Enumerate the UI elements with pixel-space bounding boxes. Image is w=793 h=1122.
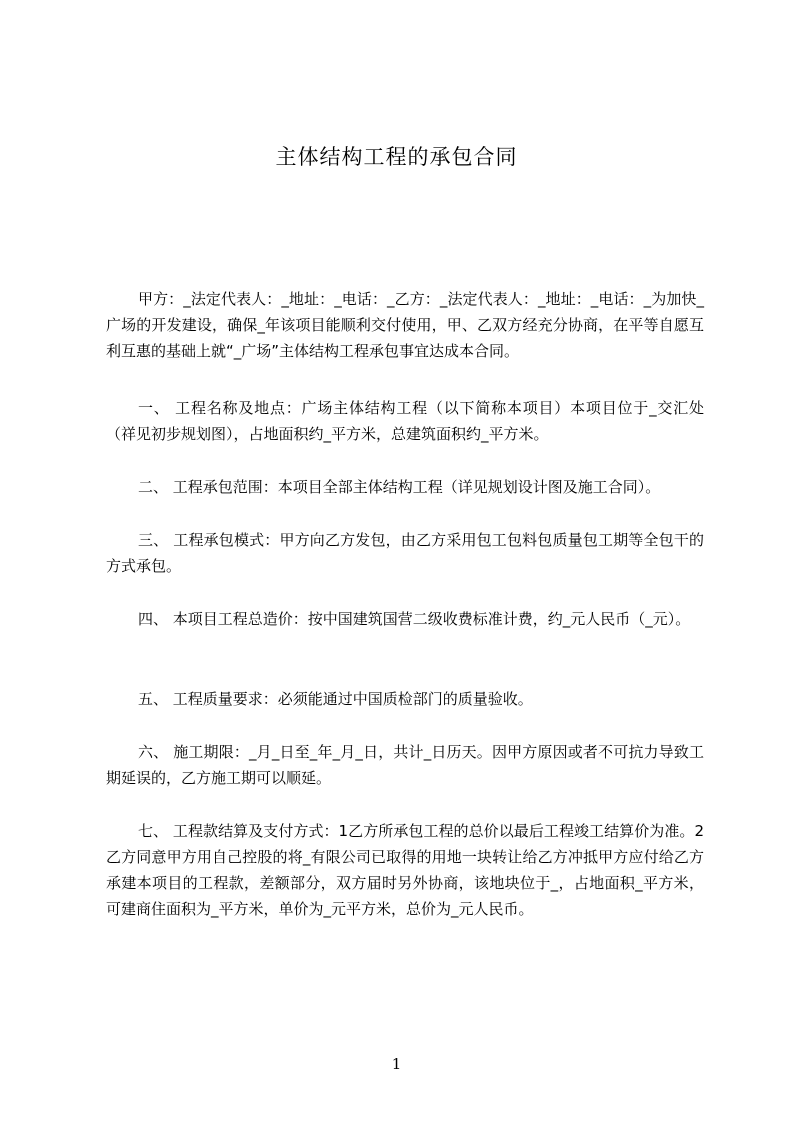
page-number: 1 bbox=[391, 1055, 402, 1073]
document-title: 主体结构工程的承包合同 bbox=[275, 145, 518, 169]
paragraph-quality: 五、 工程质量要求：必须能通过中国质检部门的质量验收。 bbox=[138, 690, 533, 708]
paragraph-payment: 七、 工程款结算及支付方式：1乙方所承包工程的总价以最后工程竣工结算价为准。2乙方同意甲方用自己控股的将_有限公司已取得的用地一块转让给乙方冲抵甲方应付给乙方承建本项目的工程款，差额部分，双方届时另外协商，该地块位于_，占地面积_平方米，可建商住面积为_平方米，单价为_元平方米，总价为_元人民币。 bbox=[106, 822, 704, 918]
paragraph-total-cost: 四、 本项目工程总造价：按中国建筑国营二级收费标准计费，约_元人民币（_元）。 bbox=[138, 610, 691, 628]
paragraph-parties: 甲方：_法定代表人：_地址：_电话：_乙方：_法定代表人：_地址：_电话：_为加快_广场的开发建设，确保_年该项目能顺利交付使用，甲、乙双方经充分协商，在平等自愿互利互惠的基础上就“_广场”主体结构工程承包事宜达成本合同。 bbox=[106, 290, 704, 360]
paragraph-contract-mode: 三、 工程承包模式：甲方向乙方发包，由乙方采用包工包料包质量包工期等全包干的方式承包。 bbox=[106, 531, 704, 575]
paragraph-project-name-location: 一、 工程名称及地点：广场主体结构工程（以下简称本项目）本项目位于_交汇处（祥见初步规划图），占地面积约_平方米，总建筑面积约_平方米。 bbox=[106, 399, 704, 443]
paragraph-schedule: 六、 施工期限：_月_日至_年_月_日，共计_日历天。因甲方原因或者不可抗力导致工期延误的，乙方施工期可以顺延。 bbox=[106, 743, 704, 787]
paragraph-scope: 二、 工程承包范围：本项目全部主体结构工程（详见规划设计图及施工合同）。 bbox=[138, 478, 661, 496]
